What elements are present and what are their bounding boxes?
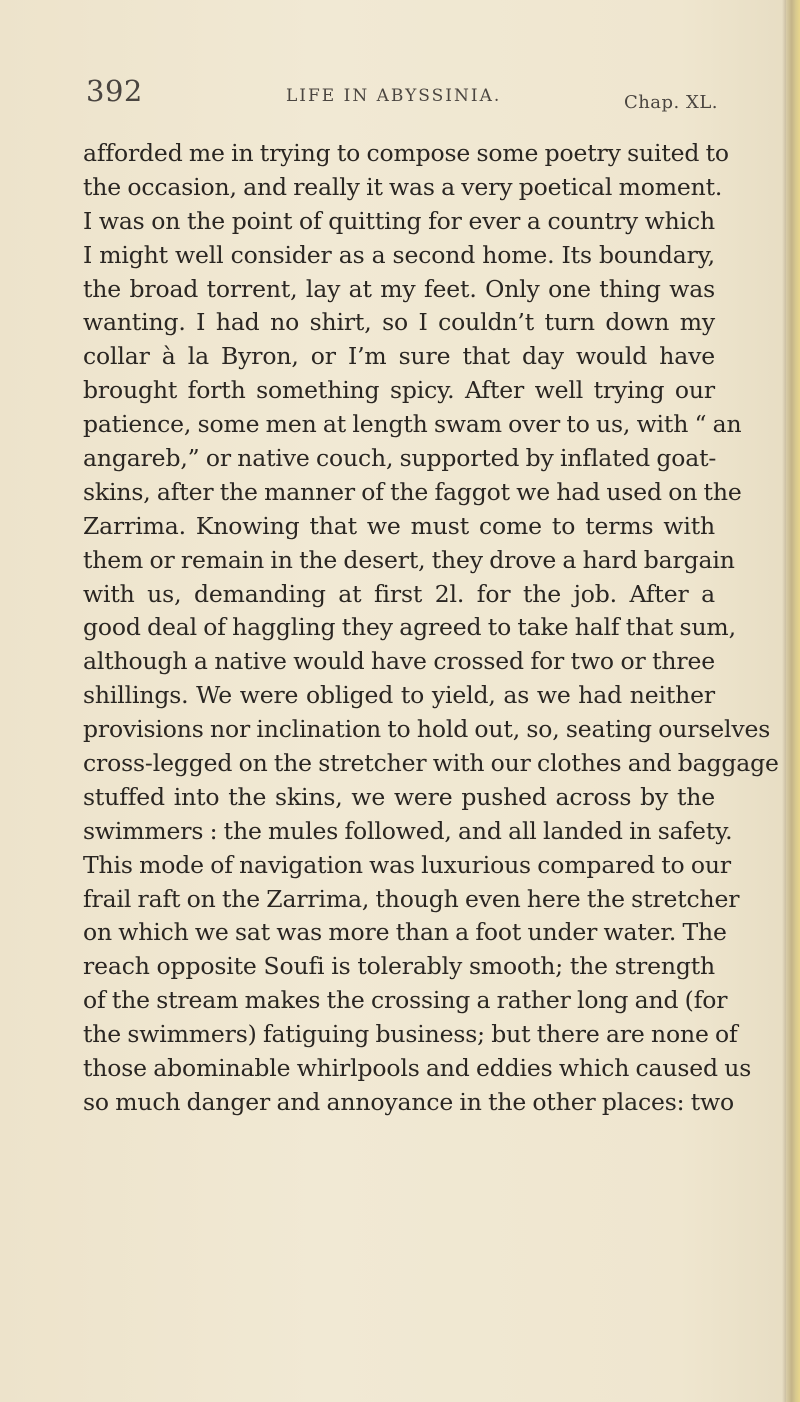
text-line: This mode of navigation was luxurious compared to our: [83, 850, 731, 879]
body-text: [83, 137, 779, 1120]
text-line: patience, some men at length swam over to us, with “ an: [83, 410, 742, 439]
text-line: wanting. I had no shirt, so I couldn’t turn down my: [83, 308, 715, 337]
text-line: the swimmers) fatiguing business; but there are none of: [83, 1020, 738, 1049]
text-line: of the stream makes the crossing a rather long and (for: [83, 986, 728, 1015]
text-line: collar à la Byron, or I’m sure that day would have: [83, 342, 715, 371]
page-header: [86, 74, 718, 118]
book-spine-edge: [786, 0, 800, 1402]
text-line: good deal of haggling they agreed to take half that sum,: [83, 613, 736, 642]
text-line: cross-legged on the stretcher with our clothes and baggage: [83, 749, 779, 778]
text-line: Zarrima. Knowing that we must come to terms with: [83, 511, 715, 540]
text-line: the broad torrent, lay at my feet. Only one thing was: [83, 274, 715, 303]
text-line: the occasion, and really it was a very poetical moment.: [83, 172, 723, 201]
text-line: afforded me in trying to compose some poetry suited to: [83, 139, 729, 167]
text-line: provisions nor inclination to hold out, so, seating ourselves: [83, 715, 771, 744]
page-number: 392: [86, 74, 143, 108]
chapter-label: Chap. XL.: [623, 92, 718, 113]
text-line: on which we sat was more than a foot under water. The: [83, 918, 727, 947]
text-line: with us, demanding at first 2l. for the job. After a: [83, 579, 715, 608]
text-line: reach opposite Soufi is tolerably smooth; the strength: [83, 952, 715, 981]
text-line: I was on the point of quitting for ever a country which: [83, 206, 715, 235]
text-line: swimmers : the mules followed, and all landed in safety.: [83, 816, 733, 845]
text-line: although a native would have crossed for two or three: [83, 647, 715, 676]
text-line: them or remain in the desert, they drove a hard bargain: [83, 545, 735, 574]
text-line: shillings. We were obliged to yield, as we had neither: [83, 681, 715, 710]
text-line: skins, after the manner of the faggot we had used on the: [83, 477, 742, 506]
text-line: stuffed into the skins, we were pushed across by the: [83, 782, 715, 811]
text-line: I might well consider as a second home. Its boundary,: [83, 240, 715, 269]
running-head: LIFE IN ABYSSINIA.: [286, 86, 502, 106]
text-line: so much danger and annoyance in the other places: two: [83, 1087, 735, 1116]
text-line: those abominable whirlpools and eddies which caused us: [83, 1054, 752, 1083]
text-line: angareb,” or native couch, supported by inflated goat-: [83, 444, 717, 473]
text-line: frail raft on the Zarrima, though even here the stretcher: [83, 884, 740, 913]
text-line: brought forth something spicy. After well trying our: [83, 376, 715, 405]
